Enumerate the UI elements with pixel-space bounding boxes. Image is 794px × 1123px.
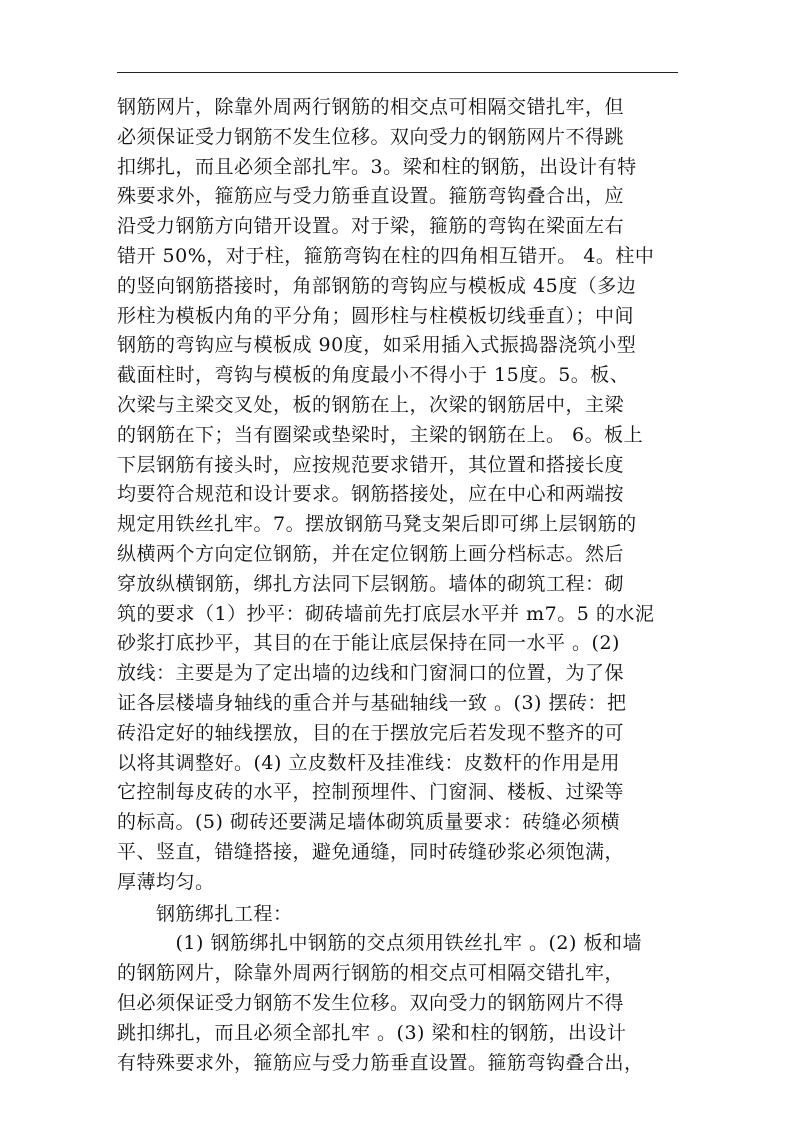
text-line: 以将其调整好。(4) 立皮数杆及挂准线：皮数杆的作用是用	[117, 751, 620, 774]
text-line: 它控制每皮砖的水平，控制预埋件、门窗洞、楼板、过梁等	[117, 781, 625, 804]
text-line: 穿放纵横钢筋，绑扎方法同下层钢筋。墙体的砌筑工程：砌	[117, 572, 625, 595]
text-line: 截面柱时，弯钩与模板的角度最小不得小于 15度。5。板、	[117, 364, 630, 387]
text-line: 砂浆打底抄平，其目的在于能让底层保持在同一水平 。(2)	[117, 632, 620, 655]
text-line: 均要符合规范和设计要求。钢筋搭接处，应在中心和两端按	[117, 483, 625, 506]
section-heading: 钢筋绑扎工程：	[117, 902, 293, 925]
text-line: 砖沿定好的轴线摆放，目的在于摆放完后若发现不整齐的可	[117, 721, 625, 744]
text-line: 有特殊要求外，箍筋应与受力筋垂直设置。箍筋弯钩叠合出，	[117, 1051, 644, 1074]
text-line: 筑的要求（1）抄平：砌砖墙前先打底层水平并 m7。5 的水泥	[117, 602, 655, 625]
text-line: 证各层楼墙身轴线的重合并与基础轴线一致 。(3) 摆砖：把	[117, 691, 627, 714]
text-line: 纵横两个方向定位钢筋，并在定位钢筋上画分档标志。然后	[117, 542, 625, 565]
text-line: 规定用铁丝扎牢。7。摆放钢筋马凳支架后即可绑上层钢筋的	[117, 513, 637, 536]
document-body	[117, 93, 683, 1078]
text-line: 错开 50%，对于柱，箍筋弯钩在柱的四角相互错开。 4。柱中	[117, 244, 655, 267]
text-line: 殊要求外，箍筋应与受力筋垂直设置。箍筋弯钩叠合出，应	[117, 185, 625, 208]
text-line: 的钢筋在下；当有圈梁或垫梁时，主梁的钢筋在上。 6。板上	[117, 423, 644, 446]
text-line: 但必须保证受力钢筋不发生位移。双向受力的钢筋网片不得	[117, 991, 625, 1014]
text-line: 下层钢筋有接头时，应按规范要求错开，其位置和搭接长度	[117, 453, 625, 476]
text-line: 钢筋的弯钩应与模板成 90度，如采用插入式振捣器浇筑小型	[117, 334, 637, 357]
text-line: 次梁与主梁交叉处，板的钢筋在上，次梁的钢筋居中，主梁	[117, 393, 625, 416]
text-line: 放线：主要是为了定出墙的边线和门窗洞口的位置，为了保	[117, 662, 625, 685]
text-line: 形柱为模板内角的平分角；圆形柱与柱模板切线垂直）；中间	[117, 304, 635, 327]
text-line: 的竖向钢筋搭接时，角部钢筋的弯钩应与模板成 45度（多边	[117, 274, 637, 297]
text-line: 的标高。(5) 砌砖还要满足墙体砌筑质量要求：砖缝必须横	[117, 811, 620, 834]
text-line: 平、竖直，错缝搭接，避免通缝，同时砖缝砂浆必须饱满，	[117, 840, 625, 863]
text-line: 沿受力钢筋方向错开设置。对于梁，箍筋的弯钩在梁面左右	[117, 215, 625, 238]
text-line: 的钢筋网片，除靠外周两行钢筋的相交点可相隔交错扎牢，	[117, 962, 625, 985]
text-line: 厚薄均匀。	[117, 870, 215, 893]
text-line: (1) 钢筋绑扎中钢筋的交点须用铁丝扎牢 。(2) 板和墙	[117, 932, 642, 955]
header-rule	[117, 72, 678, 73]
text-line: 扣绑扎，而且必须全部扎牢。3。梁和柱的钢筋，出设计有特	[117, 155, 637, 178]
text-line: 跳扣绑扎，而且必须全部扎牢 。(3) 梁和柱的钢筋，出设计	[117, 1021, 627, 1044]
text-line: 必须保证受力钢筋不发生位移。双向受力的钢筋网片不得跳	[117, 125, 625, 148]
text-line: 钢筋网片，除靠外周两行钢筋的相交点可相隔交错扎牢，但	[117, 96, 625, 118]
